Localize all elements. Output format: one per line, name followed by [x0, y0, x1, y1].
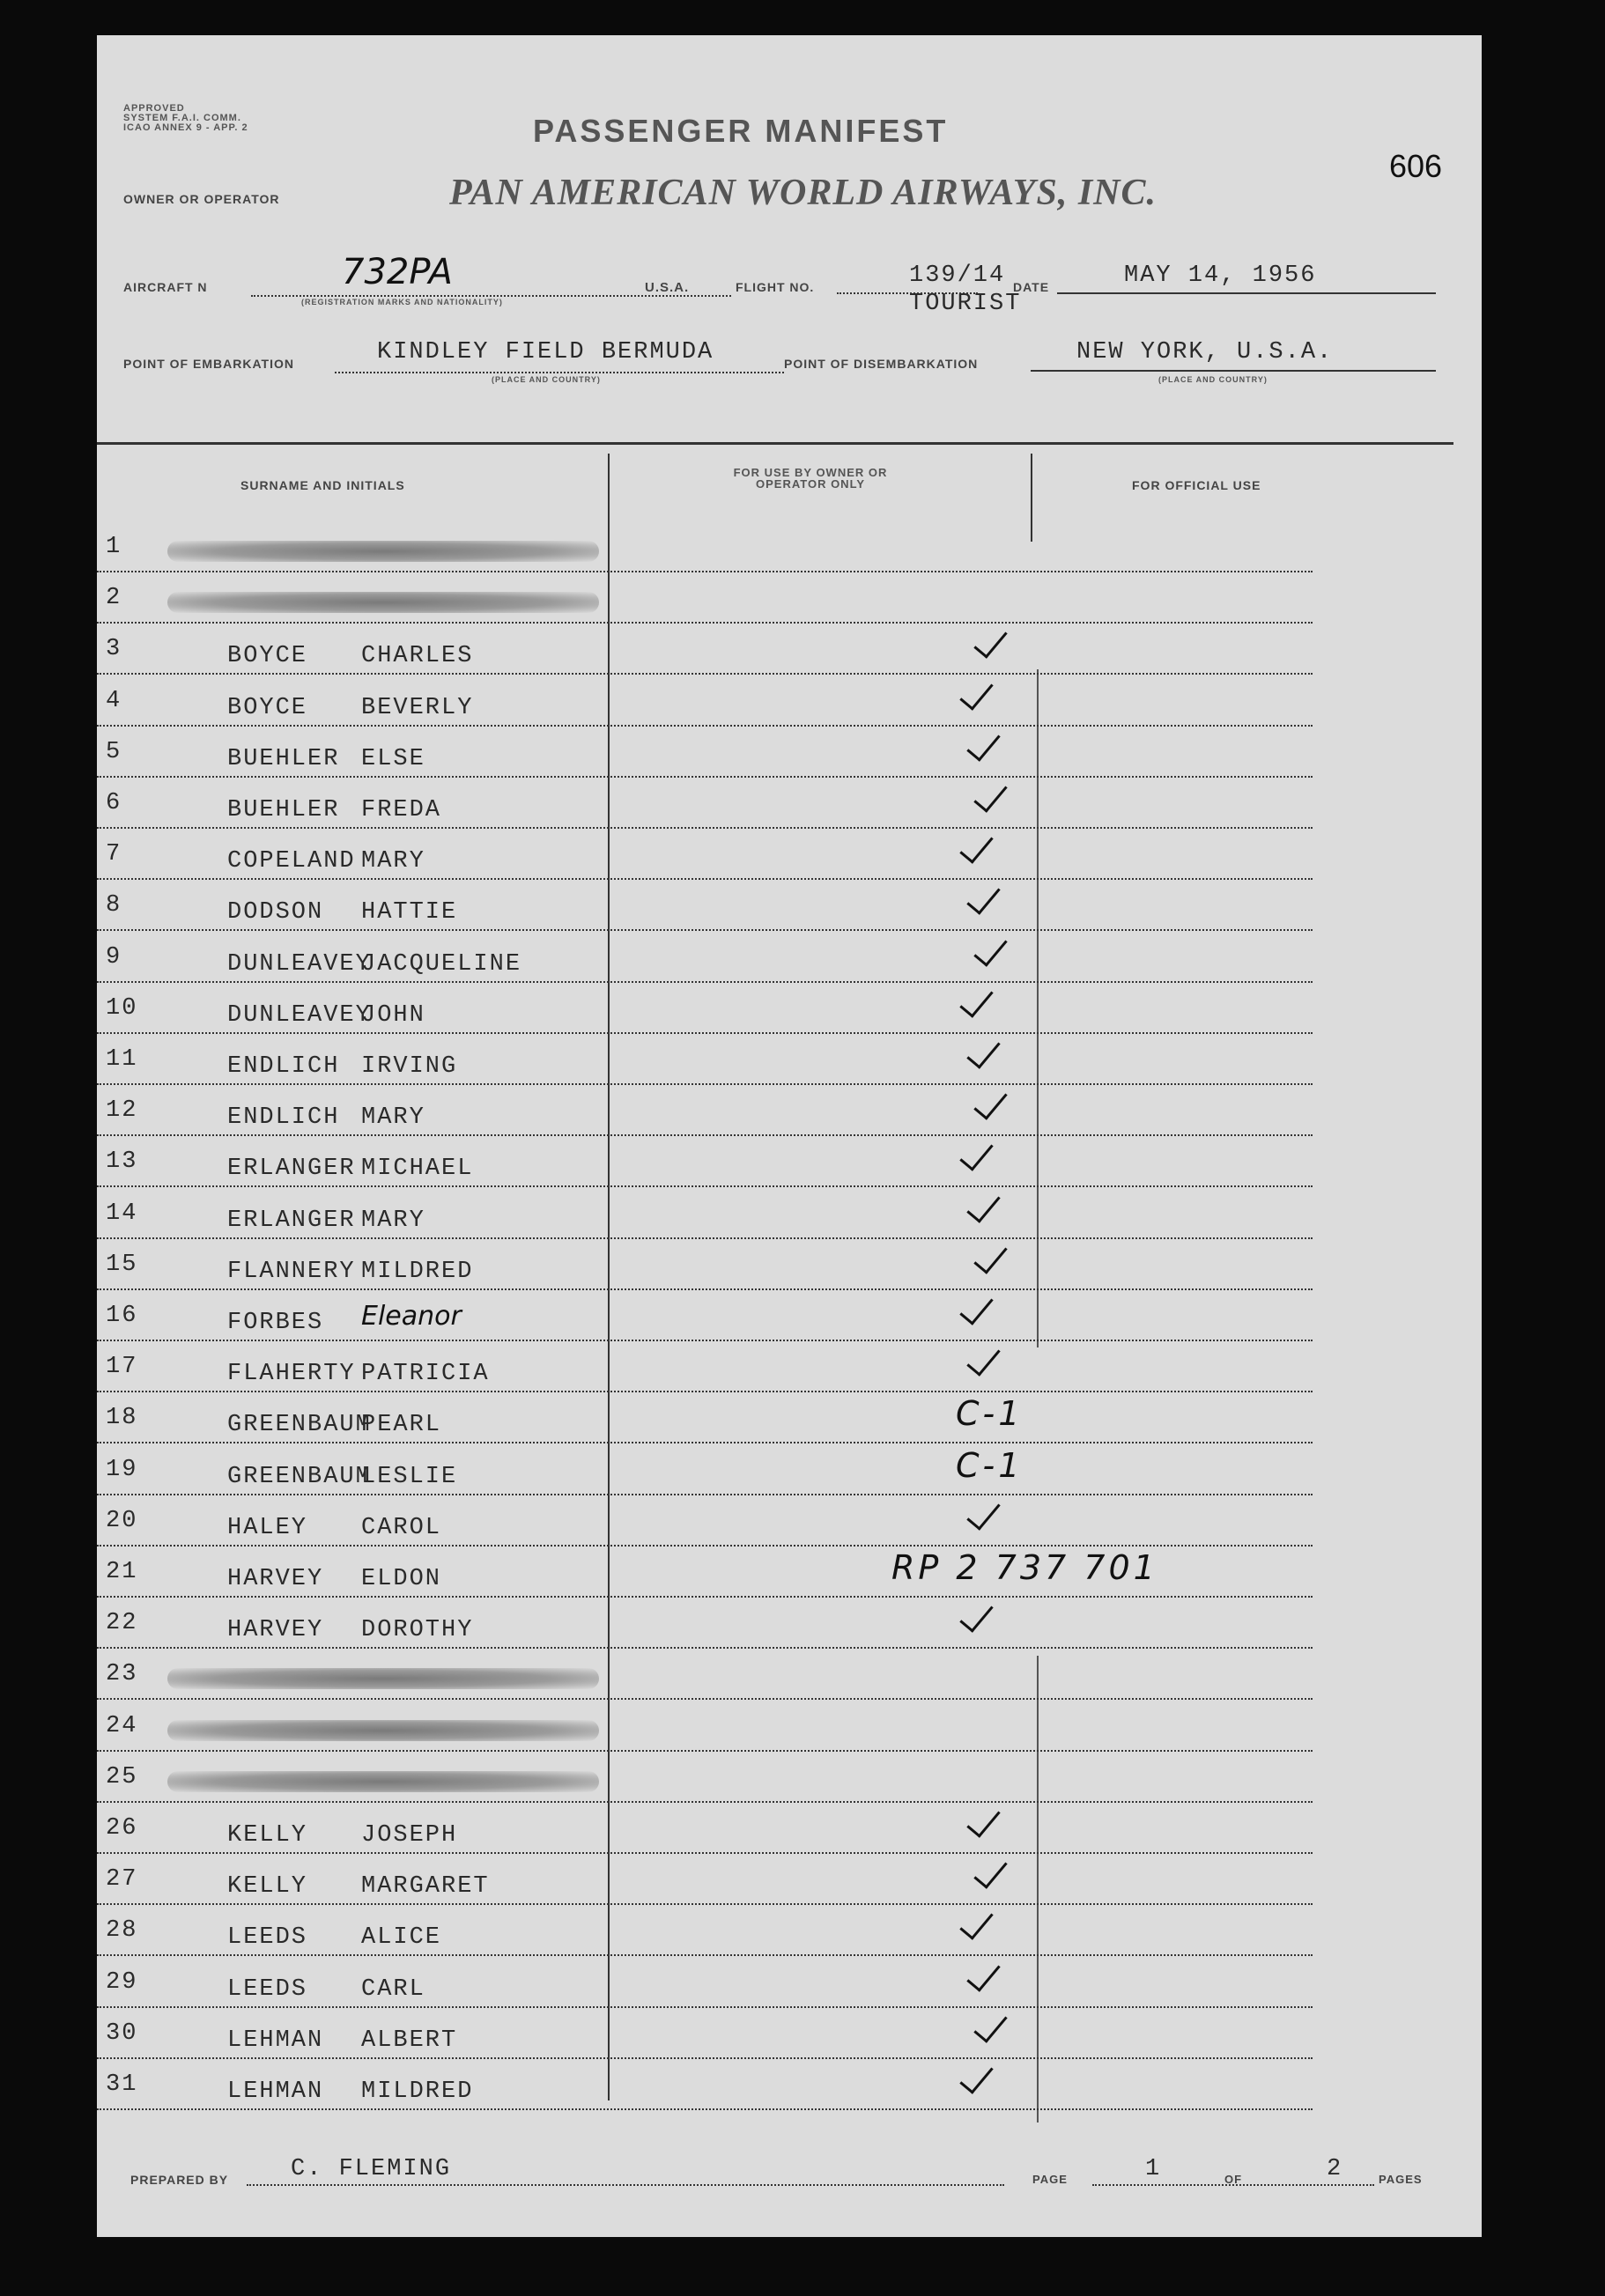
- passenger-given-name: MILDRED: [361, 1259, 474, 1285]
- row-number: 12: [106, 1097, 138, 1124]
- passenger-given-name: PEARL: [361, 1412, 442, 1438]
- check-mark-icon: [973, 1853, 1007, 1889]
- column-divider: [1031, 454, 1032, 542]
- row-number: 21: [106, 1559, 138, 1585]
- aircraft-sub: (REGISTRATION MARKS AND NATIONALITY): [301, 298, 503, 306]
- row-number: 6: [106, 790, 122, 816]
- passenger-surname: BUEHLER: [227, 746, 340, 772]
- row-number: 15: [106, 1251, 138, 1278]
- row-rule: [97, 1852, 1313, 1854]
- usa-label: U.S.A.: [645, 280, 690, 295]
- row-number: 14: [106, 1200, 138, 1227]
- passenger-given-name: ELDON: [361, 1566, 442, 1592]
- passenger-surname: DODSON: [227, 899, 324, 926]
- row-number: 3: [106, 636, 122, 662]
- approval-line: SYSTEM F.A.I. COMM.: [123, 113, 241, 123]
- passenger-given-name: LESLIE: [361, 1464, 458, 1490]
- row-rule: [97, 673, 1313, 675]
- flight-underline: [837, 292, 978, 294]
- row-number: 16: [106, 1303, 138, 1329]
- passenger-given-name: JOHN: [361, 1002, 425, 1029]
- check-mark-icon: [973, 777, 1007, 813]
- passenger-given-name: Eleanor: [361, 1301, 462, 1332]
- row-rule: [97, 2057, 1313, 2059]
- passenger-surname: BOYCE: [227, 695, 308, 721]
- row-number: 19: [106, 1457, 138, 1483]
- date-label: DATE: [1013, 280, 1050, 294]
- check-mark-icon: [973, 1238, 1007, 1274]
- row-rule: [97, 725, 1313, 727]
- passenger-given-name: MILDRED: [361, 2078, 474, 2105]
- row-rule: [97, 827, 1313, 829]
- aircraft-label: AIRCRAFT N: [123, 280, 208, 294]
- check-mark-icon: [959, 828, 993, 864]
- row-rule: [97, 1954, 1313, 1956]
- of-label: OF: [1224, 2173, 1243, 2186]
- check-mark-icon: [959, 1135, 993, 1171]
- passenger-surname: ENDLICH: [227, 1104, 340, 1131]
- approval-line: APPROVED: [123, 103, 185, 114]
- row-rule: [97, 1083, 1313, 1085]
- check-mark-icon: [966, 1802, 1000, 1838]
- row-number: 23: [106, 1661, 138, 1687]
- passenger-given-name: BEVERLY: [361, 695, 474, 721]
- embark-value: KINDLEY FIELD BERMUDA: [377, 339, 714, 365]
- redacted-name: [167, 541, 599, 562]
- page-underline: [1092, 2184, 1374, 2186]
- passenger-given-name: CAROL: [361, 1515, 442, 1541]
- passenger-given-name: MARY: [361, 1104, 425, 1131]
- row-rule: [97, 1698, 1313, 1700]
- passenger-given-name: CHARLES: [361, 643, 474, 669]
- passenger-surname: FORBES: [227, 1310, 324, 1336]
- passenger-given-name: JACQUELINE: [361, 951, 522, 978]
- row-number: 10: [106, 995, 138, 1022]
- passenger-surname: ENDLICH: [227, 1053, 340, 1080]
- redacted-name: [167, 1668, 599, 1689]
- disembark-sub: (PLACE AND COUNTRY): [1158, 375, 1268, 384]
- passenger-surname: GREENBAUM: [227, 1464, 372, 1490]
- check-mark-icon: [959, 2058, 993, 2094]
- passenger-surname: LEHMAN: [227, 2078, 324, 2105]
- passenger-given-name: ELSE: [361, 746, 425, 772]
- row-rule: [97, 1494, 1313, 1495]
- row-rule: [97, 878, 1313, 880]
- check-mark-icon: [966, 1340, 1000, 1377]
- row-number: 20: [106, 1508, 138, 1534]
- disembark-underline: [1031, 370, 1436, 372]
- row-rule: [97, 1032, 1313, 1034]
- check-mark-icon: [959, 1289, 993, 1325]
- disembark-label: POINT OF DISEMBARKATION: [784, 357, 979, 371]
- passenger-given-name: MARY: [361, 848, 425, 875]
- owner-label: OWNER OR OPERATOR: [123, 192, 280, 206]
- official-column-mark: [1037, 669, 1039, 1347]
- passenger-surname: HARVEY: [227, 1566, 324, 1592]
- passenger-given-name: MICHAEL: [361, 1155, 474, 1182]
- redacted-name: [167, 1720, 599, 1741]
- prepared-label: PREPARED BY: [130, 2173, 229, 2187]
- passenger-surname: ERLANGER: [227, 1207, 356, 1234]
- passenger-surname: DUNLEAVEY: [227, 1002, 372, 1029]
- passenger-given-name: CARL: [361, 1976, 425, 2003]
- check-mark-icon: [966, 726, 1000, 762]
- check-mark-icon: [959, 1597, 993, 1633]
- passenger-surname: BUEHLER: [227, 797, 340, 823]
- row-rule: [97, 929, 1313, 931]
- passenger-surname: FLAHERTY: [227, 1361, 356, 1387]
- row-number: 24: [106, 1713, 138, 1739]
- passenger-given-name: DOROTHY: [361, 1617, 474, 1643]
- disembark-value: NEW YORK, U.S.A.: [1076, 339, 1334, 365]
- row-number: 26: [106, 1815, 138, 1842]
- row-rule: [97, 2006, 1313, 2008]
- embark-sub: (PLACE AND COUNTRY): [492, 375, 601, 384]
- check-mark-icon: [959, 675, 993, 711]
- row-number: 2: [106, 585, 122, 611]
- page-stamp-number: 606: [1389, 148, 1443, 184]
- passenger-surname: HARVEY: [227, 1617, 324, 1643]
- row-rule: [97, 622, 1313, 624]
- col-header-owner: FOR USE BY OWNER OR OPERATOR ONLY: [733, 466, 888, 491]
- check-mark-icon: [973, 931, 1007, 967]
- row-number: 28: [106, 1917, 138, 1944]
- row-rule: [97, 1391, 1313, 1392]
- row-rule: [97, 1596, 1313, 1598]
- row-number: 8: [106, 892, 122, 919]
- row-rule: [97, 1801, 1313, 1803]
- prepared-value: C. FLEMING: [291, 2156, 452, 2182]
- check-mark-icon: [966, 1033, 1000, 1069]
- prepared-underline: [247, 2184, 1004, 2186]
- col-header-official: FOR OFFICIAL USE: [1132, 478, 1261, 492]
- passenger-surname: GREENBAUM: [227, 1412, 372, 1438]
- passenger-surname: LEHMAN: [227, 2027, 324, 2054]
- row-rule: [97, 1288, 1313, 1290]
- passenger-given-name: ALBERT: [361, 2027, 458, 2054]
- row-number: 29: [106, 1969, 138, 1996]
- passenger-surname: BOYCE: [227, 643, 308, 669]
- page-value: 1: [1145, 2156, 1162, 2182]
- row-rule: [97, 571, 1313, 572]
- row-rule: [97, 1545, 1313, 1547]
- passenger-given-name: JOSEPH: [361, 1822, 458, 1849]
- row-number: 11: [106, 1046, 138, 1073]
- passenger-surname: ERLANGER: [227, 1155, 356, 1182]
- passenger-surname: KELLY: [227, 1873, 308, 1900]
- row-rule: [97, 1750, 1313, 1752]
- row-number: 22: [106, 1610, 138, 1636]
- embark-underline: [335, 372, 784, 373]
- row-number: 25: [106, 1764, 138, 1790]
- check-mark-icon: [973, 1084, 1007, 1120]
- row-number: 1: [106, 534, 122, 560]
- page-label: PAGE: [1032, 2173, 1068, 2186]
- check-mark-icon: [973, 2007, 1007, 2043]
- check-mark-icon: [966, 879, 1000, 915]
- approval-stamp: [123, 104, 248, 133]
- table-top-rule: [97, 442, 1453, 445]
- passenger-given-name: IRVING: [361, 1053, 458, 1080]
- passenger-given-name: HATTIE: [361, 899, 458, 926]
- handwritten-mark: RP 2 737 701: [891, 1548, 1158, 1587]
- handwritten-mark: C-1: [956, 1394, 1024, 1433]
- row-number: 17: [106, 1354, 138, 1380]
- passenger-surname: LEEDS: [227, 1976, 308, 2003]
- pages-label: PAGES: [1379, 2173, 1423, 2186]
- row-rule: [97, 1442, 1313, 1443]
- col-header-name: SURNAME AND INITIALS: [240, 478, 405, 492]
- approval-line: ICAO ANNEX 9 - APP. 2: [123, 122, 248, 133]
- flight-class: TOURIST: [909, 291, 1022, 317]
- check-mark-icon: [966, 1956, 1000, 1992]
- flight-value: 139/14: [909, 262, 1006, 289]
- row-number: 27: [106, 1866, 138, 1893]
- row-rule: [97, 1903, 1313, 1905]
- passenger-surname: COPELAND: [227, 848, 356, 875]
- passenger-surname: HALEY: [227, 1515, 308, 1541]
- aircraft-underline: [251, 295, 731, 297]
- check-mark-icon: [966, 1495, 1000, 1531]
- row-rule: [97, 981, 1313, 983]
- of-value: 2: [1327, 2156, 1343, 2182]
- passenger-surname: KELLY: [227, 1822, 308, 1849]
- row-rule: [97, 1134, 1313, 1136]
- row-rule: [97, 1185, 1313, 1187]
- handwritten-mark: C-1: [956, 1446, 1024, 1485]
- passenger-surname: LEEDS: [227, 1924, 308, 1951]
- document-title: PASSENGER MANIFEST: [533, 113, 949, 149]
- passenger-surname: DUNLEAVEY: [227, 951, 372, 978]
- embark-label: POINT OF EMBARKATION: [123, 357, 294, 371]
- check-mark-icon: [959, 982, 993, 1018]
- row-number: 18: [106, 1405, 138, 1431]
- row-rule: [97, 1237, 1313, 1239]
- row-rule: [97, 776, 1313, 778]
- redacted-name: [167, 592, 599, 613]
- row-number: 30: [106, 2020, 138, 2047]
- passenger-given-name: PATRICIA: [361, 1361, 490, 1387]
- operator-name: PAN AMERICAN WORLD AIRWAYS, INC.: [449, 173, 1158, 213]
- row-rule: [97, 1647, 1313, 1649]
- flight-label: FLIGHT NO.: [736, 280, 815, 294]
- check-mark-icon: [973, 623, 1007, 659]
- official-column-mark: [1037, 1656, 1039, 2123]
- row-rule: [97, 1340, 1313, 1341]
- check-mark-icon: [959, 1904, 993, 1940]
- passenger-surname: FLANNERY: [227, 1259, 356, 1285]
- row-number: 7: [106, 841, 122, 867]
- passenger-given-name: MARGARET: [361, 1873, 490, 1900]
- date-underline: [1057, 292, 1436, 294]
- check-mark-icon: [966, 1187, 1000, 1223]
- row-number: 5: [106, 739, 122, 765]
- row-number: 31: [106, 2071, 138, 2098]
- date-value: MAY 14, 1956: [1124, 262, 1317, 289]
- passenger-given-name: ALICE: [361, 1924, 442, 1951]
- row-rule: [97, 2108, 1313, 2110]
- passenger-given-name: FREDA: [361, 797, 442, 823]
- redacted-name: [167, 1771, 599, 1792]
- aircraft-value: 732PA: [342, 252, 453, 292]
- row-number: 4: [106, 688, 122, 714]
- passenger-given-name: MARY: [361, 1207, 425, 1234]
- manifest-page: [97, 35, 1482, 2237]
- row-number: 13: [106, 1148, 138, 1175]
- row-number: 9: [106, 944, 122, 971]
